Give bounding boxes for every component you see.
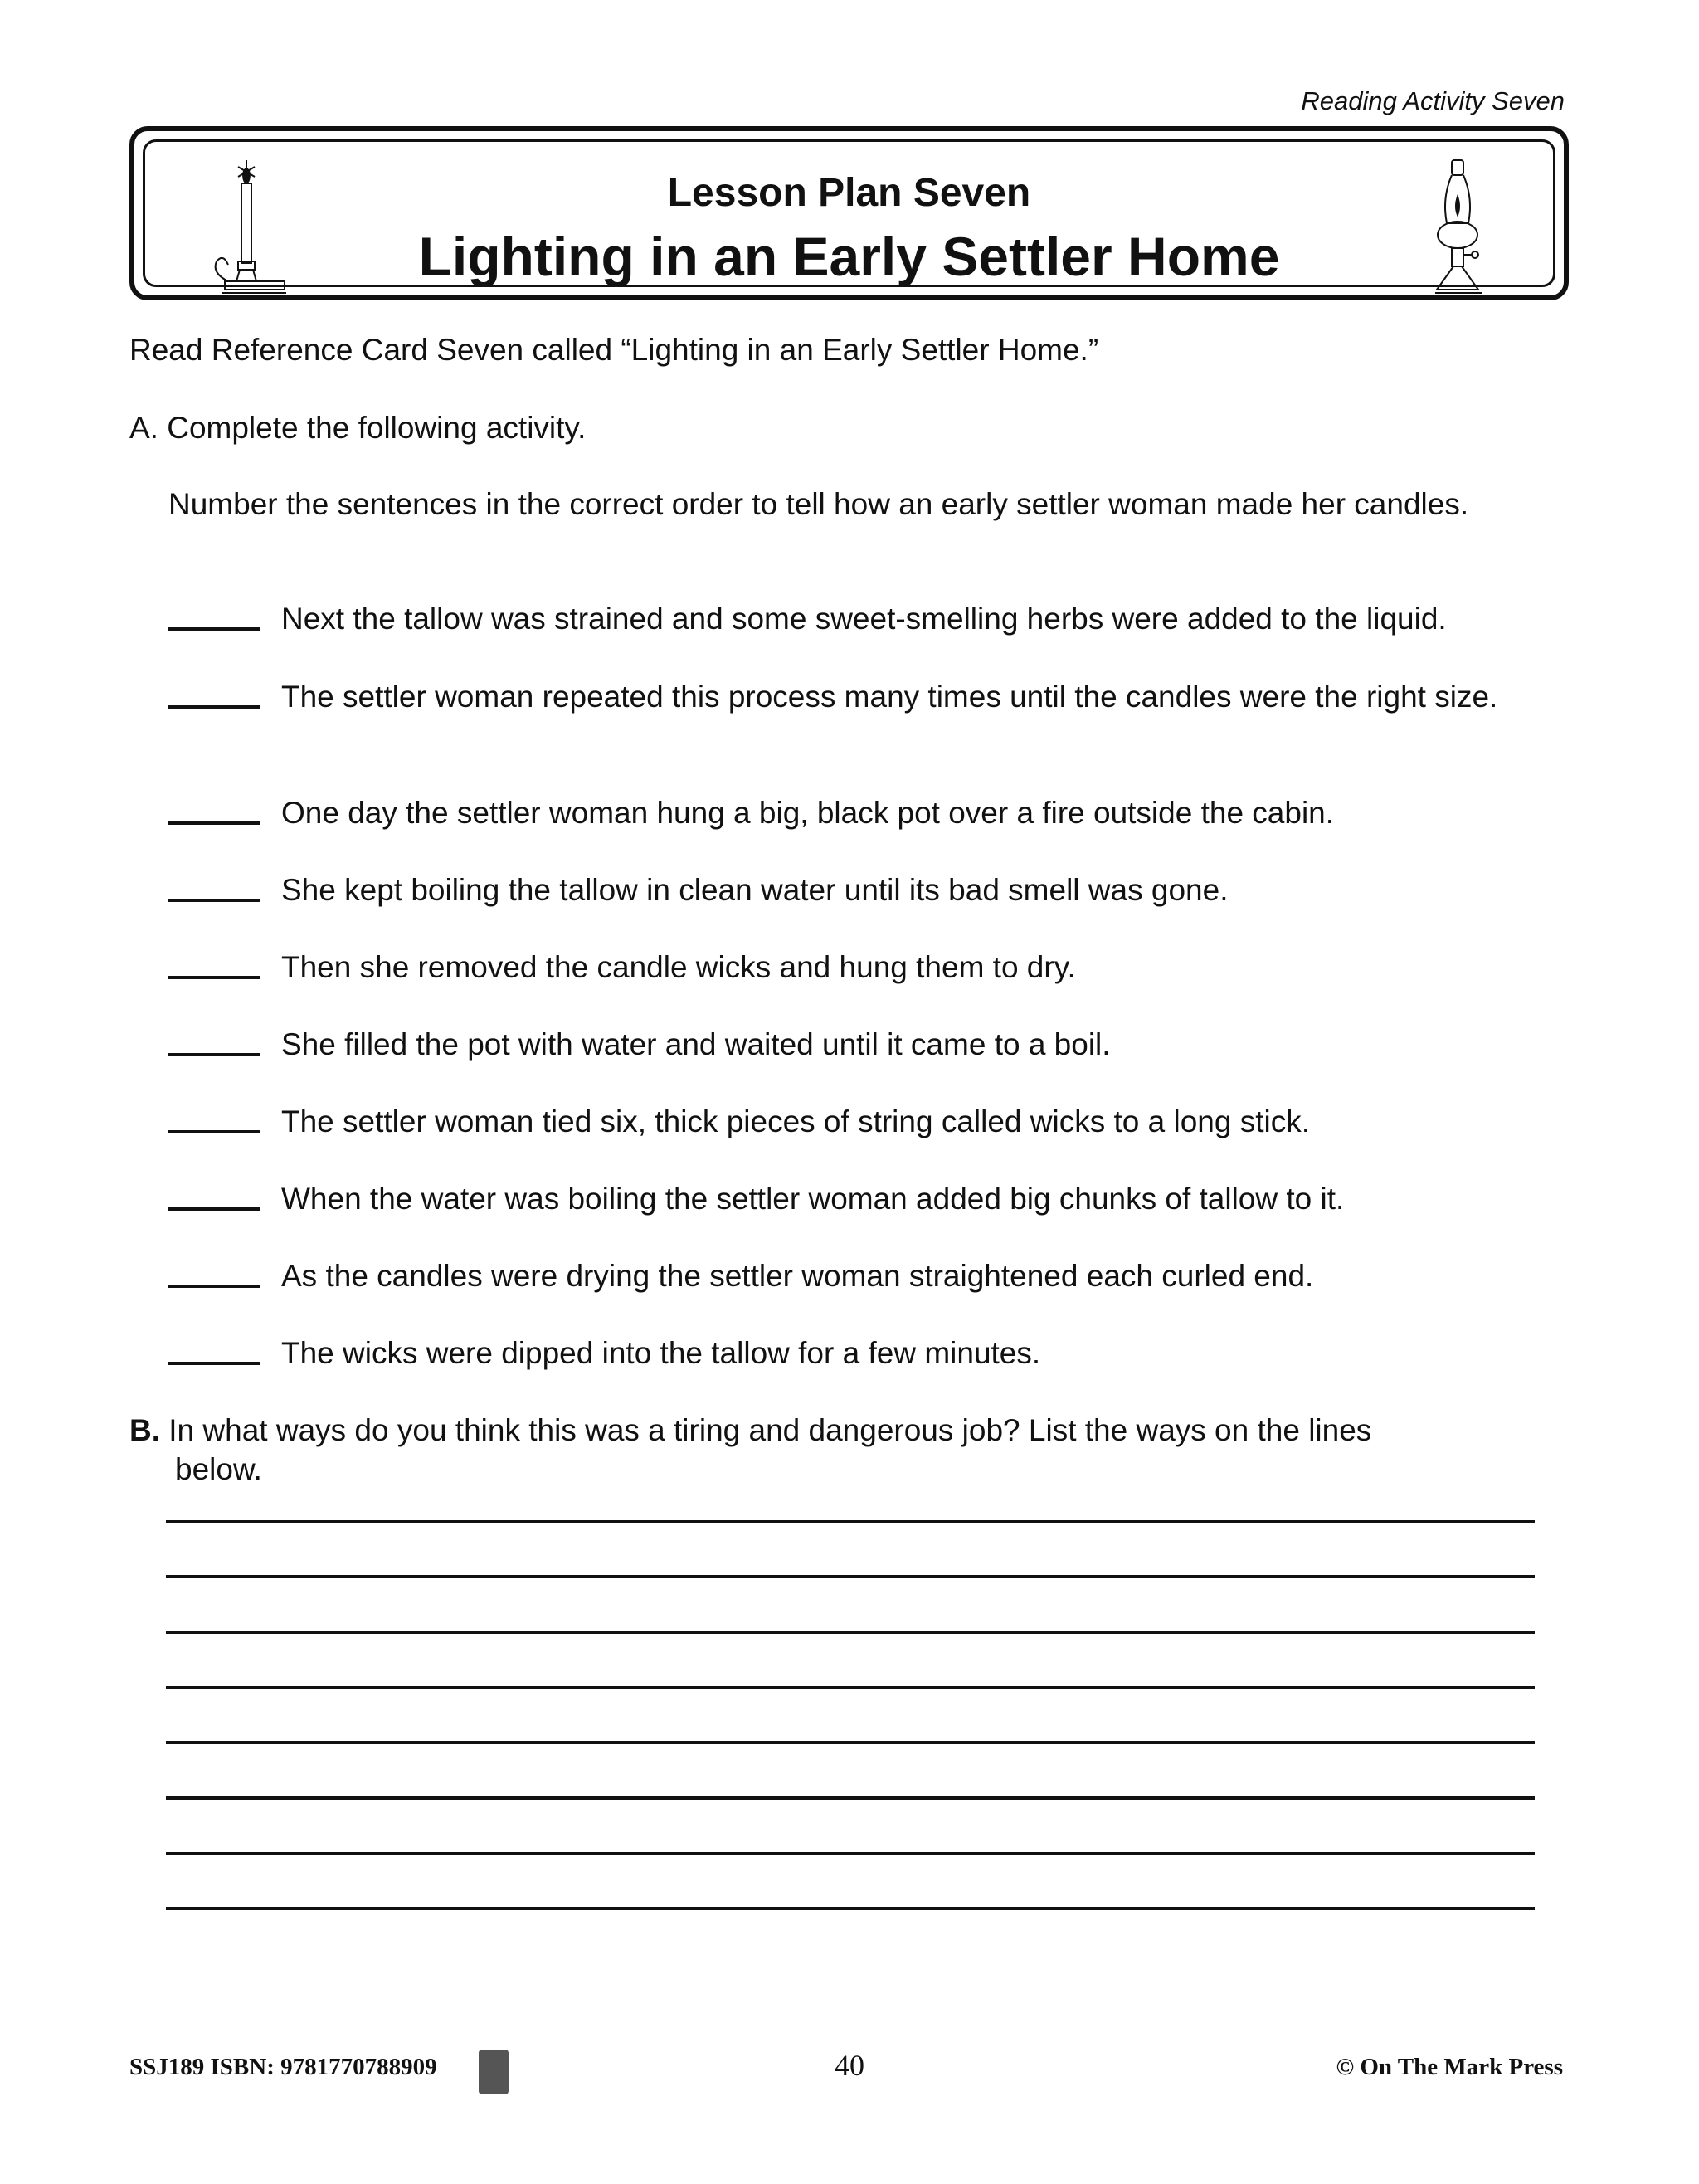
answer-blank[interactable]	[168, 1256, 260, 1288]
answer-blank[interactable]	[168, 1102, 260, 1133]
answer-line[interactable]	[166, 1520, 1535, 1523]
title-banner	[129, 126, 1569, 300]
running-head: Reading Activity Seven	[1301, 86, 1565, 115]
item-text: As the candles were drying the settler woman straightened each curled end.	[281, 1259, 1314, 1293]
item-text: She kept boiling the tallow in clean water until its bad smell was gone.	[281, 873, 1229, 907]
list-item	[168, 1102, 1546, 1141]
section-a-heading: A. Complete the following activity.	[129, 411, 587, 445]
footer-copyright: © On The Mark Press	[1336, 2054, 1563, 2080]
answer-blank[interactable]	[168, 1333, 260, 1365]
answer-line[interactable]	[166, 1796, 1535, 1800]
item-text: Next the tallow was strained and some sweet-smelling herbs were added to the liquid.	[281, 602, 1447, 636]
list-item	[168, 1025, 1546, 1064]
answer-line[interactable]	[166, 1631, 1535, 1634]
answer-line[interactable]	[166, 1907, 1535, 1910]
answer-blank[interactable]	[168, 677, 260, 709]
list-item	[168, 948, 1546, 987]
section-a-instruction: Number the sentences in the correct order to tell how an early settler woman made her candles.	[168, 487, 1469, 521]
answer-blank[interactable]	[168, 948, 260, 979]
section-b-question	[129, 1411, 1540, 1489]
list-item	[168, 1256, 1546, 1295]
item-text: The settler woman repeated this process many times until the candles were the right size.	[281, 680, 1498, 714]
answer-blank[interactable]	[168, 793, 260, 825]
section-b-line2: below.	[175, 1452, 262, 1486]
oil-lamp-icon	[1420, 157, 1495, 298]
title-banner-inner	[143, 139, 1555, 287]
lesson-label: Lesson Plan Seven	[667, 171, 1031, 215]
answer-line[interactable]	[166, 1575, 1535, 1578]
answer-line[interactable]	[166, 1741, 1535, 1744]
item-text: The settler woman tied six, thick pieces of string called wicks to a long stick.	[281, 1104, 1311, 1138]
footer-code: SSJ189 ISBN: 9781770788909	[129, 2054, 437, 2080]
item-text: She filled the pot with water and waited until it came to a boil.	[281, 1027, 1111, 1061]
item-text: The wicks were dipped into the tallow for a few minutes.	[281, 1336, 1041, 1370]
section-b-label: B.	[129, 1413, 160, 1447]
answer-blank[interactable]	[168, 599, 260, 631]
item-text: Then she removed the candle wicks and hung them to dry.	[281, 950, 1076, 984]
list-item	[168, 1179, 1546, 1218]
list-item	[168, 793, 1546, 832]
answer-blank[interactable]	[168, 870, 260, 902]
list-item	[168, 870, 1546, 909]
section-b-line1: In what ways do you think this was a tiring and dangerous job? List the ways on the lines	[168, 1413, 1372, 1447]
page-title: Lighting in an Early Settler Home	[418, 226, 1280, 287]
answer-line[interactable]	[166, 1686, 1535, 1689]
item-text: When the water was boiling the settler woman added big chunks of tallow to it.	[281, 1182, 1345, 1216]
item-text: One day the settler woman hung a big, black pot over a fire outside the cabin.	[281, 796, 1335, 830]
answer-blank[interactable]	[168, 1179, 260, 1211]
page-number: 40	[835, 2049, 864, 2082]
list-item	[168, 1333, 1546, 1372]
list-item	[168, 677, 1546, 716]
answer-blank[interactable]	[168, 1025, 260, 1056]
list-item	[168, 599, 1546, 638]
intro-text: Read Reference Card Seven called “Lighting in an Early Settler Home.”	[129, 333, 1099, 367]
answer-line[interactable]	[166, 1852, 1535, 1855]
